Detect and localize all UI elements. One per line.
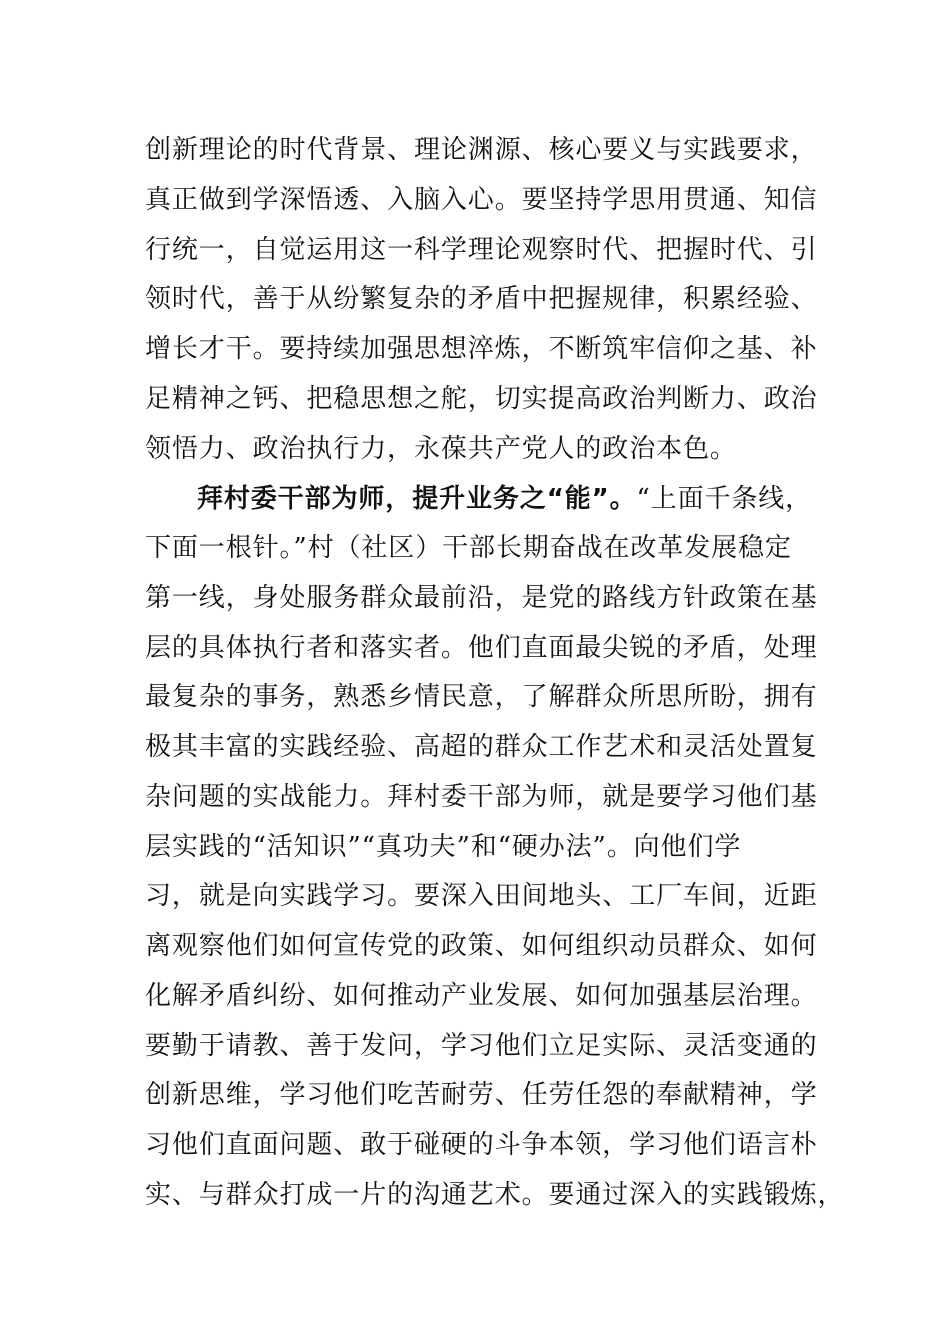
text-line: 行统一，自觉运用这一科学理论观察时代、把握时代、引 xyxy=(145,234,818,265)
text-line: 极其丰富的实践经验、高超的群众工作艺术和灵活处置复 xyxy=(145,732,818,762)
text-line: 下面一根针。”村（社区）干部长期奋战在改革发展稳定 xyxy=(145,533,792,563)
text-line: 真正做到学深悟透、入脑入心。要坚持学思用贯通、知信 xyxy=(145,184,818,215)
text-line: 化解矛盾纠纷、如何推动产业发展、如何加强基层治理。 xyxy=(145,980,818,1011)
text-line: 实、与群众打成一片的沟通艺术。要通过深入的实践锻炼， xyxy=(145,1179,845,1210)
text-line: 习，就是向实践学习。要深入田间地头、工厂车间，近距 xyxy=(145,881,818,912)
text-line: 创新理论的时代背景、理论渊源、核心要义与实践要求， xyxy=(145,135,818,165)
text-line: 领悟力、政治执行力，永葆共产党人的政治本色。 xyxy=(145,433,737,464)
text-line: 增长才干。要持续加强思想淬炼，不断筑牢信仰之基、补 xyxy=(145,334,818,364)
text-line: 杂问题的实战能力。拜村委干部为师，就是要学习他们基 xyxy=(145,781,818,812)
text-line: 离观察他们如何宣传党的政策、如何组织动员群众、如何 xyxy=(145,931,818,961)
text-line: 要勤于请教、善于发问，学习他们立足实际、灵活变通的 xyxy=(145,1030,818,1061)
paragraph-2-first-line xyxy=(197,479,813,519)
text-line: 领时代，善于从纷繁复杂的矛盾中把握规律，积累经验、 xyxy=(145,284,818,315)
text-line: 习他们直面问题、敢于碰硬的斗争本领，学习他们语言朴 xyxy=(145,1130,818,1160)
text-line: 第一线，身处服务群众最前沿，是党的路线方针政策在基 xyxy=(145,582,818,613)
paragraph-heading: 拜村委干部为师，提升业务之“能”。 xyxy=(197,484,637,514)
text-line: 最复杂的事务，熟悉乡情民意，了解群众所思所盼，拥有 xyxy=(145,682,818,713)
text-line: 创新思维，学习他们吃苦耐劳、任劳任怨的奉献精神，学 xyxy=(145,1080,818,1111)
text-line: 层实践的“活知识”“真功夫”和“硬办法”。向他们学 xyxy=(145,831,742,862)
text-line: 层的具体执行者和落实者。他们直面最尖锐的矛盾，处理 xyxy=(145,632,818,663)
text-line: 足精神之钙、把稳思想之舵，切实提高政治判断力、政治 xyxy=(145,383,818,414)
paragraph-text: “上面千条线， xyxy=(636,484,813,514)
